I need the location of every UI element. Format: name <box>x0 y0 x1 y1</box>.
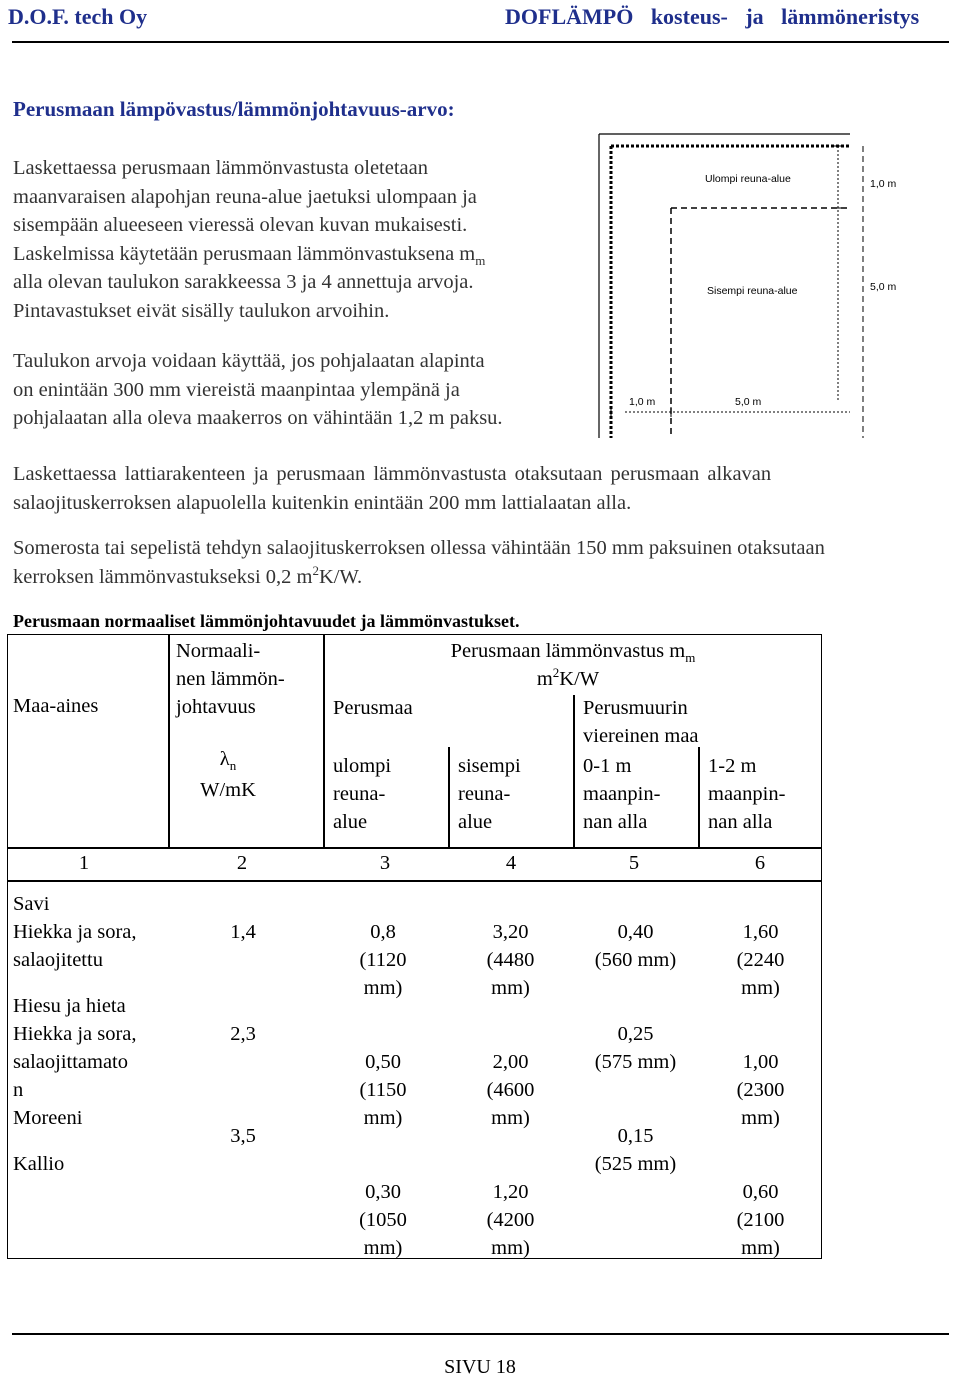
conditions-paragraph: Taulukon arvoja voidaan käyttää, jos pohjalaatan alapinta on enintään 300 mm viereistä maanpintaa ylempänä ja pohjalaatan alla oleva maakerros on vähintään 1,2 m paksu. <box>13 350 503 429</box>
dim-outer-horizontal: 1,0 m <box>629 396 656 408</box>
footer-rule <box>12 1333 949 1335</box>
intro-paragraph: Laskettaessa perusmaan lämmönvastusta oletetaan maanvaraisen alapohjan reuna-alue jaetuksi ulompaan ja sisempään alueeseen vieressä olevan kuvan mukaisesti. Laskelmissa käytetään perusmaan lämmönvastuksena $m_m$ alla olevan taulukon sarakkeessa 3 ja 4 annettuja arvoja. Pintavastukset eivät sisälly taulukon arvoihin. <box>13 157 486 322</box>
dim-inner-horizontal: 5,0 m <box>735 396 762 408</box>
edge-zone-diagram <box>595 132 897 438</box>
gravel-layer-paragraph: Somerosta tai sepelistä tehdyn salaojituskerroksen ollessa vähintään 150 mm paksuinen otaksutaan kerroksen lämmönvastukseksi 0,2 $m^2K/W$. <box>13 537 825 588</box>
depth-1-2-value: 1,60 (2240 mm) <box>736 921 785 999</box>
header-perusmaa: Perusmaa <box>333 697 413 719</box>
header-depth-0-1: 0-1 m maanpin- nan alla <box>583 755 661 833</box>
header-conductivity: Normaali- nen lämmön- johtavuus <box>176 640 285 718</box>
material-sand-undrained-2: salaojittamato <box>13 1051 128 1073</box>
lambda-value: 1,4 <box>230 921 256 943</box>
inner-zone-value: 1,20 (4200 mm) <box>486 1181 535 1259</box>
col-number: 6 <box>754 852 766 874</box>
outer-zone-value: 0,8 (1120 mm) <box>359 921 407 999</box>
outer-zone-label: Ulompi reuna-alue <box>705 173 791 185</box>
inner-zone-value: 2,00 (4600 mm) <box>486 1051 535 1129</box>
depth-0-1-value: 0,40 (560 mm) <box>594 921 677 971</box>
material-sand-drained-1: Hiekka ja sora, <box>13 921 137 943</box>
header-perusmuuri: Perusmuurin viereinen maa <box>583 697 699 747</box>
header-company: D.O.F. tech Oy <box>8 4 148 29</box>
col-number: 3 <box>379 852 391 874</box>
material-silt: Hiesu ja hieta <box>13 995 126 1017</box>
material-sand-drained-2: salaojitettu <box>13 949 103 971</box>
header-product: DOFLÄMPÖ kosteus- ja lämmöneristys <box>505 4 920 29</box>
header-lambda-unit: W/mK <box>200 779 256 801</box>
material-savi: Savi <box>13 893 50 915</box>
col-number: 5 <box>628 852 640 874</box>
header-resistance: Perusmaan lämmönvastus $m_m$ <box>450 640 696 666</box>
header-soil-type: Maa-aines <box>13 695 99 717</box>
section-title: Perusmaan lämpövastus/lämmönjohtavuus-arvo: <box>13 97 455 121</box>
depth-0-1-value: 0,15 (525 mm) <box>594 1125 677 1175</box>
header-depth-1-2: 1-2 m maanpin- nan alla <box>708 755 786 833</box>
soil-resistance-table <box>7 634 822 1259</box>
header-resistance-unit: $m^2K/W$ <box>536 665 600 690</box>
material-rock: Kallio <box>13 1153 65 1175</box>
header-lambda: $\lambda_n$ <box>219 748 237 774</box>
header-rule <box>12 41 949 43</box>
inner-zone-value: 3,20 (4480 mm) <box>486 921 535 999</box>
material-sand-undrained-1: Hiekka ja sora, <box>13 1023 137 1045</box>
lambda-value: 2,3 <box>230 1023 256 1045</box>
inner-zone-label: Sisempi reuna-alue <box>707 285 798 297</box>
depth-1-2-value: 0,60 (2100 mm) <box>736 1181 785 1259</box>
col-number: 2 <box>236 852 248 874</box>
header-inner-zone: sisempi reuna- alue <box>458 755 521 833</box>
outer-zone-value: 0,50 (1150 mm) <box>359 1051 407 1129</box>
header-outer-zone: ulompi reuna- alue <box>333 755 392 833</box>
dim-outer-vertical: 1,0 m <box>870 178 897 190</box>
col-number: 4 <box>505 852 517 874</box>
dim-inner-vertical: 5,0 m <box>870 281 897 293</box>
lambda-value: 3,5 <box>230 1125 256 1147</box>
table-title: Perusmaan normaaliset lämmönjohtavuudet ja lämmönvastukset. <box>13 611 520 631</box>
page-number: SIVU 18 <box>444 1356 516 1378</box>
outer-zone-value: 0,30 (1050 mm) <box>359 1181 407 1259</box>
depth-1-2-value: 1,00 (2300 mm) <box>736 1051 785 1129</box>
depth-0-1-value: 0,25 (575 mm) <box>594 1023 677 1073</box>
col-number: 1 <box>78 852 90 874</box>
material-moraine: Moreeni <box>13 1107 83 1129</box>
drainage-paragraph: Laskettaessa lattiarakenteen ja perusmaan lämmönvastusta otaksutaan perusmaan alkavan salaojituskerroksen alapuolella kuitenkin enintään 200 mm lattialaatan alla. <box>13 463 772 514</box>
material-sand-undrained-3: n <box>13 1079 24 1101</box>
